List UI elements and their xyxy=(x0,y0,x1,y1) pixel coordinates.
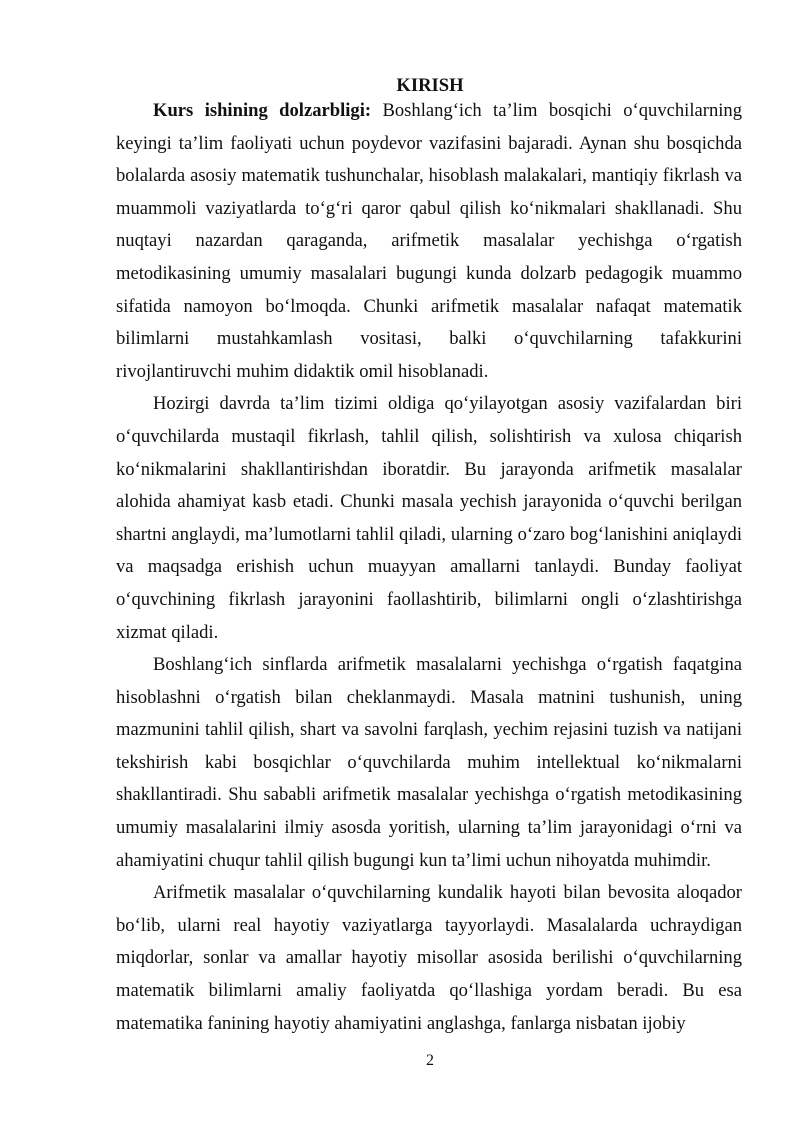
paragraph: Boshlang‘ich sinflarda arifmetik masalalarni yechishga o‘rgatish faqatgina hisoblashni o‘rgatish bilan cheklanmaydi. Masala matnini tushunish, uning mazmunini tahlil qilish, shart va savolni farqlash, yechim rejasini tuzish va natijani tekshirish kabi bosqichlar o‘quvchilarda muhim intellektual ko‘nikmalarni shakllantiradi. Shu sababli arifmetik masalalar yechishga o‘rgatish metodikasining umumiy masalalarini ilmiy asosda yoritish, ularning ta’lim jarayonidagi o‘rni va ahamiyatini chuqur tahlil qilish bugungi kun ta’limi uchun nihoyatda muhimdir. xyxy=(116,654,742,871)
paragraph: Hozirgi davrda ta’lim tizimi oldiga qo‘yilayotgan asosiy vazifalardan biri o‘quvchilarda mustaqil fikrlash, tahlil qilish, solishtirish va xulosa chiqarish ko‘nikmalarini shakllantirishdan iboratdir. Bu jarayonda arifmetik masalalar alohida ahamiyat kasb etadi. Chunki masala yechish jarayonida o‘quvchi berilgan shartni anglaydi, ma’lumotlarni tahlil qiladi, ularning o‘zaro bog‘lanishini aniqlaydi va maqsadga erishish uchun muayyan amallarni tanlaydi. Bunday faoliyat o‘quvchining fikrlash jarayonini faollashtirib, bilimlarni ongli o‘zlashtirishga xizmat qiladi. xyxy=(116,393,742,643)
paragraph-relevance xyxy=(116,95,742,388)
paragraph: Arifmetik masalalar o‘quvchilarning kundalik hayoti bilan bevosita aloqador bo‘lib, ularni real hayotiy vaziyatlarga tayyorlaydi. Masalalarda uchraydigan miqdorlar, sonlar va amallar hayotiy misollar asosida berilishi o‘quvchilarning matematik bilimlarni amaliy faoliyatda qo‘llashiga yordam beradi. Bu esa matematika fanining hayotiy ahamiyatini anglashga, fanlarga nisbatan ijobiy xyxy=(116,882,742,1034)
page-number: 2 xyxy=(426,1052,434,1069)
paragraph-lead: Kurs ishining dolzarbligi: xyxy=(153,100,372,121)
section-heading: KIRISH xyxy=(396,75,464,96)
body-text xyxy=(116,95,742,1040)
paragraph-text: Boshlang‘ich ta’lim bosqichi o‘quvchilarning keyingi ta’lim faoliyati uchun poydevor vazifasini bajaradi. Aynan shu bosqichda bolalarda asosiy matematik tushunchalar, hisoblash malakalari, mantiqiy fikrlash va muammoli vaziyatlarda to‘g‘ri qaror qabul qilish ko‘nikmalari shakllanadi. Shu nuqtayi nazardan qaraganda, arifmetik masalalar yechishga o‘rgatish metodikasining umumiy masalalari bugungi kunda dolzarb pedagogik muammo sifatida namoyon bo‘lmoqda. Chunki arifmetik masalalar nafaqat matematik bilimlarni mustahkamlash vositasi, balki o‘quvchilarning tafakkurini rivojlantiruvchi muhim didaktik omil hisoblanadi. xyxy=(116,100,742,382)
